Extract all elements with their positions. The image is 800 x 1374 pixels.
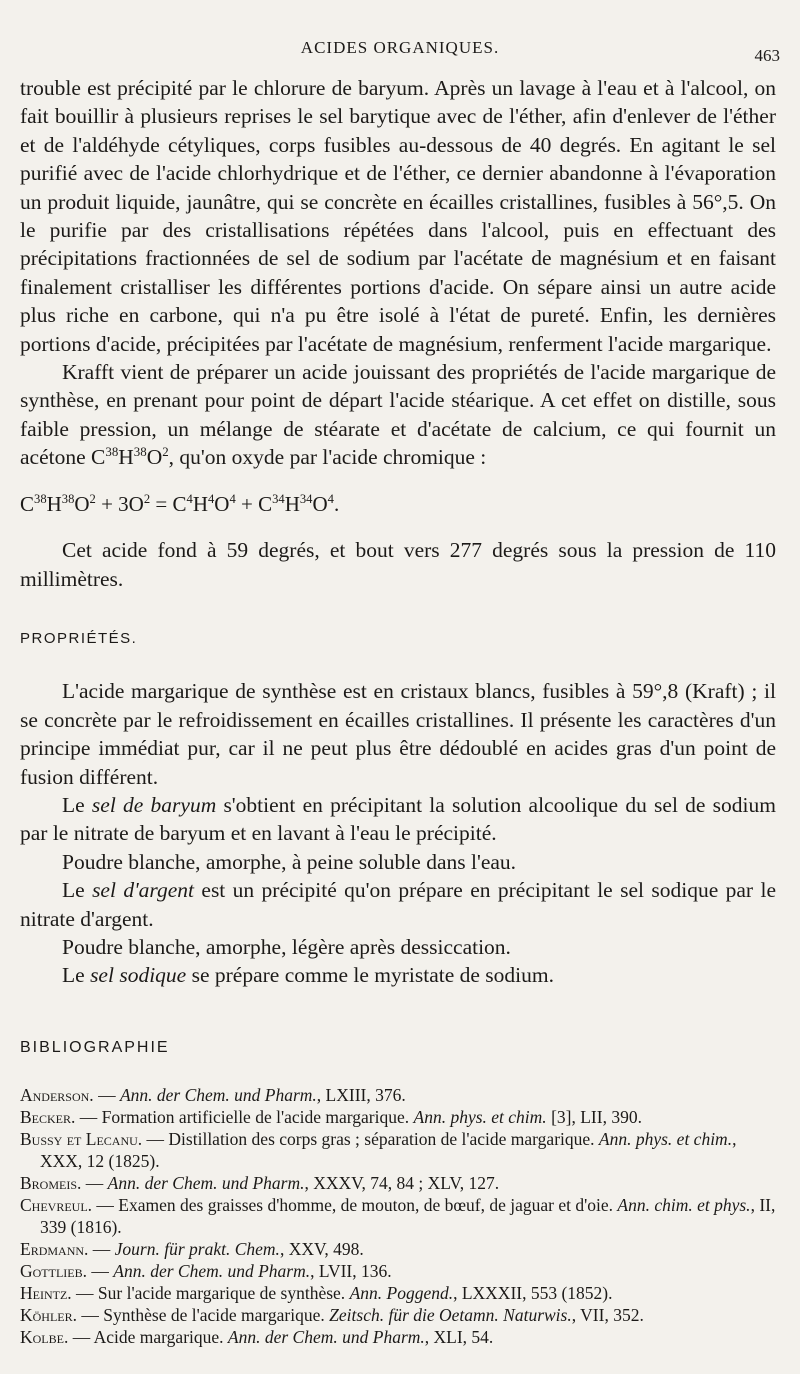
formula-part: + 3O [95, 491, 144, 516]
paragraph-continuation: trouble est précipité par le chlorure de baryum. Après un lavage à l'eau et à l'alcool, on fait bouillir à plusieurs reprises le sel barytique avec de l'éther, afin d'enlever de l'éther et de l'aldéhyde cétyliques, corps fusibles au-dessous de 40 degrés. En agitant le sel purifié avec de l'acide chlorhydrique et de l'éther, ce dernier abandonne à l'évaporation un produit liquide, jaunâtre, qui se concrète en écailles cristallines, fusibles à 56°,5. On le purifie par des cristallisations répétées dans l'alcool, puis en effectuant des précipitations fractionnées de sel de sodium par l'acétate de magnésium et en faisant finalement cristalliser les différentes portions d'acide. On sépare ainsi un autre acide plus riche en carbone, qui n'a pu être isolé à l'état de pureté. Enfin, les dernières portions d'acide, précipitées par l'acétate de magnésium, renferment l'acide margarique. [20, 76, 776, 356]
formula-index: 4 [186, 491, 193, 506]
entry-author: Bussy et Lecanu. [20, 1129, 143, 1150]
formula-index: 2 [89, 491, 96, 506]
bibliography-entry [20, 1282, 776, 1304]
formula-index: 4 [229, 491, 236, 506]
entry-text: — [88, 1239, 115, 1260]
entry-reference: , XXXV, 74, 84 ; XLV, 127. [304, 1173, 500, 1194]
bibliography-list [20, 1084, 776, 1348]
formula-part: = C [150, 491, 187, 516]
paragraph-properties: L'acide margarique de synthèse est en cristaux blancs, fusibles à 59°,8 (Kraft) ; il se concrète par le refroidissement en écailles cristallines. Il présente les caractères d'un principe immédiat pur, car il ne peut plus être dédoublé en acides gras d'un point de fusion différent. [20, 679, 776, 789]
entry-journal: Zeitsch. für die Oetamn. Naturwis. [329, 1305, 572, 1326]
paragraph-barium-salt [20, 791, 776, 848]
formula-index: 34 [299, 491, 313, 506]
entry-reference: , XXV, 498. [279, 1239, 364, 1260]
entry-reference: , LXXXII, 553 (1852). [453, 1283, 613, 1304]
entry-author: Anderson. [20, 1085, 94, 1106]
entry-author: Gottlieb. [20, 1261, 87, 1282]
formula-index: 4 [327, 491, 334, 506]
formula-part: + C [235, 491, 273, 516]
entry-text: — [81, 1173, 108, 1194]
entry-journal: Ann. der Chem. und Pharm. [227, 1327, 425, 1348]
text-run: , qu'on oxyde par l'acide chromique : [168, 445, 487, 470]
entry-journal: Ann. der Chem. und Pharm. [113, 1261, 311, 1282]
entry-reference: , II, 339 (1816). [40, 1195, 776, 1238]
entry-text: — Synthèse de l'acide margarique. [77, 1305, 330, 1326]
entry-text: — Distillation des corps gras ; séparation de l'acide margarique. [142, 1129, 599, 1150]
formula-index: 2 [143, 491, 151, 506]
text-run: Krafft vient de préparer un acide jouissant des propriétés de l'acide margarique de synthèse, en prenant pour point de départ l'acide stéarique. A cet effet on distille, sous faible pression, un mélange de stéarate et d'acétate de calcium, ce qui fournit un acétone C [20, 360, 776, 470]
paragraph-melting-point: Cet acide fond à 59 degrés, et bout vers 277 degrés sous la pression de 110 millimètres. [20, 538, 776, 591]
bibliography-entry [20, 1260, 776, 1282]
section-title-proprietes: PROPRIÉTÉS. [20, 629, 138, 647]
formula-part: H [192, 491, 208, 516]
paragraph-krafft [20, 358, 776, 472]
entry-text: — [87, 1261, 114, 1282]
text-run: Le [62, 792, 92, 817]
formula-index: 34 [272, 491, 285, 506]
entry-text: — Sur l'acide margarique de synthèse. [71, 1283, 350, 1304]
formula-index: 38 [34, 491, 47, 506]
paragraph-silver-salt [20, 876, 776, 933]
formula-part: O [312, 491, 328, 516]
entry-text: — Acide margarique. [68, 1327, 228, 1348]
formula-part: H [46, 491, 62, 516]
entry-author: Chevreul. [20, 1195, 93, 1216]
text-run: Le [62, 878, 93, 903]
subscript-number: 38 [133, 445, 147, 460]
entry-journal: Ann. phys. et chim. [413, 1107, 547, 1128]
entry-text: — [93, 1085, 120, 1106]
emphasis-term: sel d'argent [92, 878, 195, 903]
chemical-equation [20, 490, 776, 518]
text-run: est un précipité qu'on prépare en précipitant le sel sodique par le nitrate d'argent. [20, 878, 776, 931]
bibliography-entry [20, 1128, 776, 1172]
entry-journal: Ann. chim. et phys. [617, 1195, 751, 1216]
text-run: H [118, 445, 134, 470]
entry-journal: Journ. für prakt. Chem. [114, 1239, 280, 1260]
entry-author: Kolbe. [20, 1327, 69, 1348]
entry-author: Bromeis. [20, 1173, 82, 1194]
bibliography-entry [20, 1238, 776, 1260]
paragraph-sodium-salt [20, 961, 776, 989]
bibliography-entry [20, 1172, 776, 1194]
entry-author: Becker. [20, 1107, 76, 1128]
subscript-number: 38 [105, 445, 119, 460]
entry-reference: , VII, 352. [571, 1305, 644, 1326]
paragraph-silver-desc: Poudre blanche, amorphe, légère après dessiccation. [62, 934, 511, 959]
entry-reference: , XLI, 54. [424, 1327, 494, 1348]
text-run: Le [62, 963, 91, 988]
entry-reference: , LXIII, 376. [316, 1085, 406, 1106]
bibliography-entry [20, 1304, 776, 1326]
main-text [20, 74, 776, 1348]
entry-text: — Formation artificielle de l'acide margarique. [75, 1107, 414, 1128]
text-run: se prépare comme le myristate de sodium. [186, 963, 554, 988]
text-run: O [146, 445, 163, 470]
bibliography-entry [20, 1084, 776, 1106]
entry-reference: , LVII, 136. [310, 1261, 392, 1282]
page-number: 463 [754, 46, 780, 65]
formula-part: . [333, 491, 340, 516]
entry-journal: Ann. der Chem. und Pharm. [119, 1085, 317, 1106]
entry-author: Köhler. [20, 1305, 78, 1326]
emphasis-term: sel de baryum [91, 792, 217, 817]
bibliography-title: BIBLIOGRAPHIE [20, 1038, 170, 1056]
entry-reference: , XXX, 12 (1825). [40, 1129, 737, 1172]
formula-index: 38 [61, 491, 75, 506]
bibliography-entry [20, 1194, 776, 1238]
entry-author: Heintz. [20, 1283, 72, 1304]
entry-text: — Examen des graisses d'homme, de mouton, de bœuf, de jaguar et d'oie. [92, 1195, 618, 1216]
formula-part: C [20, 491, 35, 516]
text-run: s'obtient en précipitant la solution alcoolique du sel de sodium par le nitrate de baryum et en lavant à l'eau le précipité. [20, 792, 776, 846]
formula-index: 4 [207, 491, 215, 506]
entry-journal: Ann. phys. et chim. [598, 1129, 733, 1150]
paragraph-barium-desc: Poudre blanche, amorphe, à peine soluble dans l'eau. [62, 849, 517, 874]
entry-reference: [3], LII, 390. [546, 1107, 642, 1128]
formula-part: H [284, 491, 300, 516]
bibliography-entry [20, 1106, 776, 1128]
running-title: ACIDES ORGANIQUES. [300, 38, 500, 57]
subscript-number: 2 [162, 445, 169, 460]
page-header [20, 38, 780, 68]
bibliography-entry [20, 1326, 776, 1348]
entry-journal: Ann. der Chem. und Pharm. [107, 1173, 305, 1194]
formula-part: O [74, 491, 90, 516]
entry-author: Erdmann. [20, 1239, 89, 1260]
emphasis-term: sel sodique [90, 963, 187, 988]
formula-part: O [214, 491, 230, 516]
entry-journal: Ann. Poggend. [349, 1283, 454, 1304]
